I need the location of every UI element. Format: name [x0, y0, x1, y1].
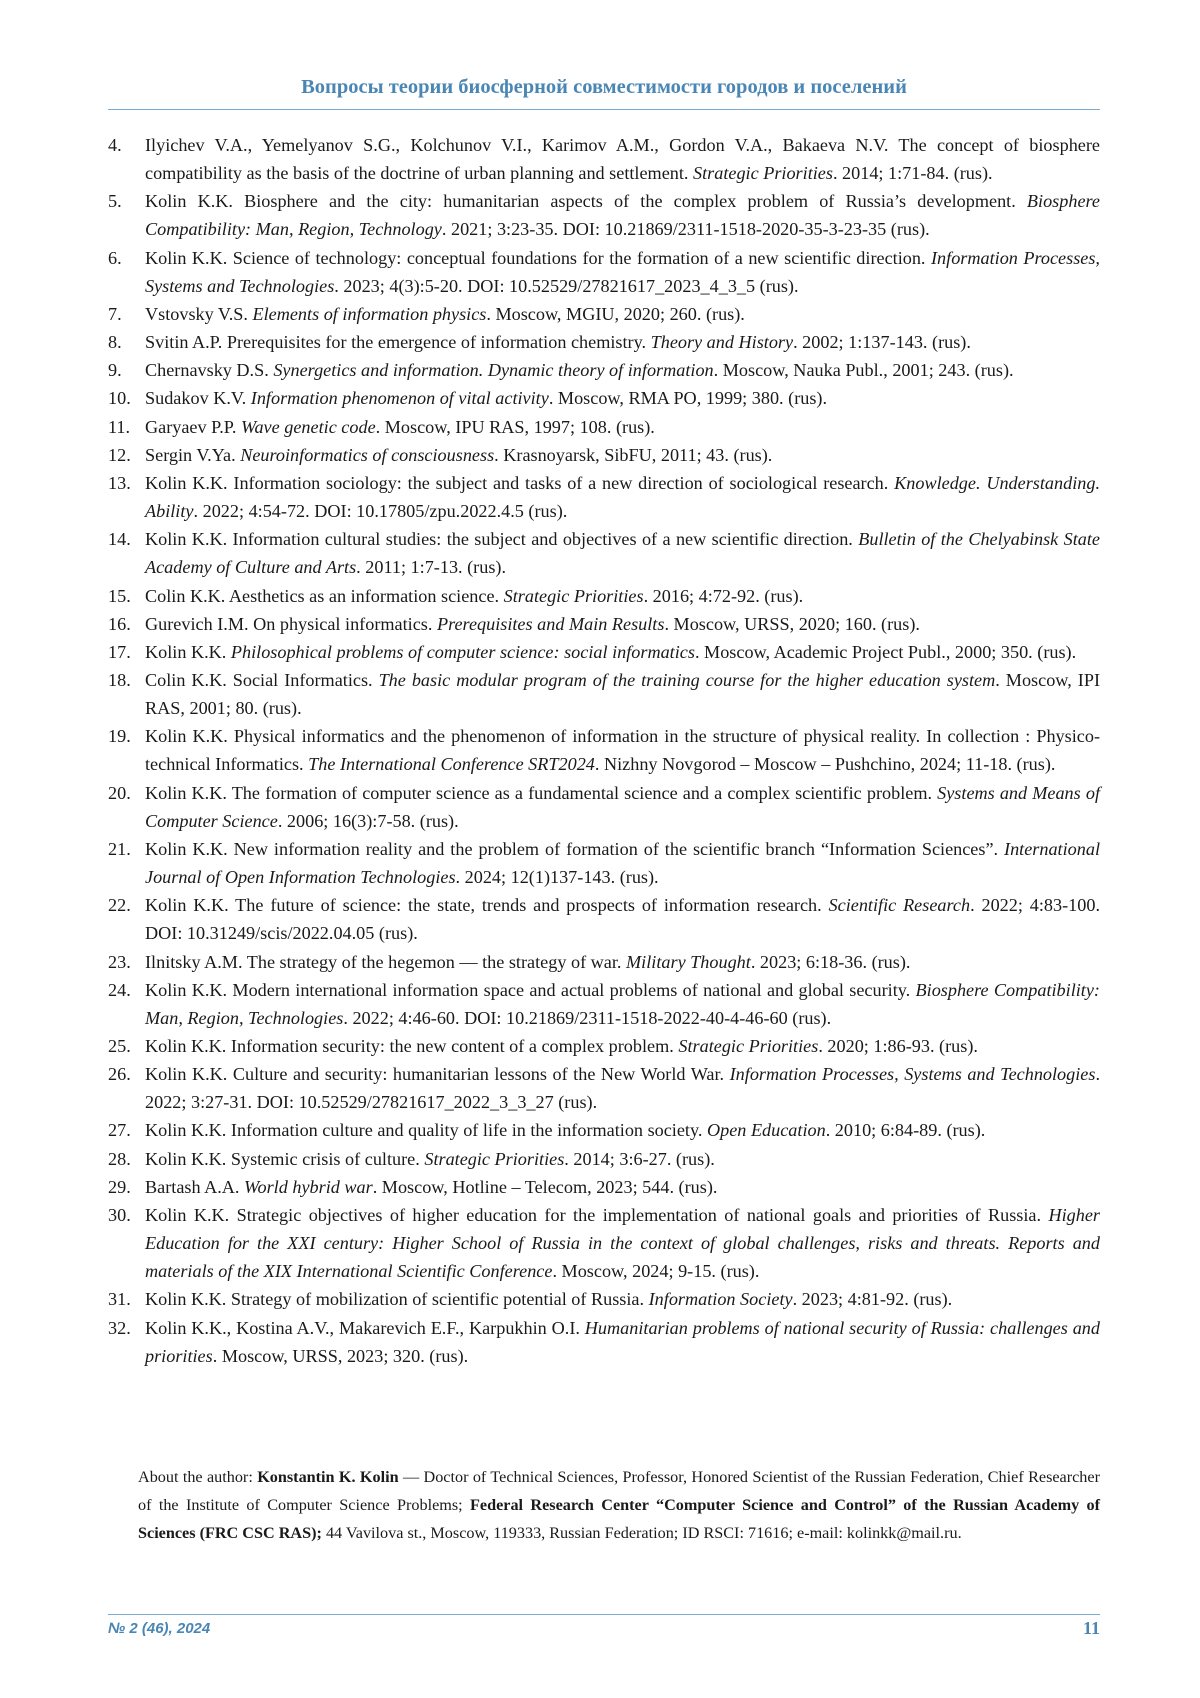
page-number: 11 [1082, 1618, 1100, 1638]
reference-segment: . 2016; 4:72-92. (rus). [643, 585, 804, 606]
reference-text [145, 670, 1100, 718]
reference-source-title: Information phenomenon of vital activity [250, 388, 549, 409]
reference-segment: . 2024; 12(1)137-143. (rus). [455, 867, 659, 888]
reference-number: 5. [108, 191, 122, 212]
reference-segment: Kolin K.K. Systemic crisis of culture. [145, 1148, 425, 1169]
reference-item [108, 891, 1100, 947]
reference-number: 29. [108, 1176, 131, 1197]
reference-segment: Kolin K.K. Information security: the new content of a complex problem. [145, 1036, 679, 1056]
reference-source-title: Open Education [707, 1120, 826, 1141]
footer-divider [108, 1614, 1100, 1615]
reference-segment: . Moscow, IPU RAS, 1997; 108. (rus). [375, 416, 655, 437]
reference-segment: . Moscow, Hotline – Telecom, 2023; 544. (rus). [372, 1176, 718, 1197]
reference-segment: . 2022; 4:46-60. DOI: 10.21869/2311-1518-2022-40-4-46-60 (rus). [343, 1007, 832, 1028]
reference-number: 32. [108, 1317, 131, 1338]
reference-segment: Kolin K.K. New information reality and the problem of formation of the scientific branch “Information Sciences”. [145, 838, 1005, 859]
reference-segment: . Moscow, IPI RAS, 2001; 80. (rus). [145, 669, 1100, 719]
reference-segment: Kolin K.K. Culture and security: humanitarian lessons of the New World War. [145, 1064, 730, 1085]
reference-item [108, 779, 1100, 835]
reference-segment: Kolin K.K. Information culture and quality of life in the information society. [145, 1120, 707, 1141]
reference-item [108, 1201, 1100, 1285]
reference-item [108, 328, 1100, 356]
reference-segment: . 2010; 6:84-89. (rus). [825, 1120, 986, 1141]
reference-item [108, 835, 1100, 891]
reference-item [108, 1285, 1100, 1313]
reference-segment: Sergin V.Ya. [145, 444, 241, 465]
reference-source-title: International Journal of Open Information Technologies [145, 838, 1100, 888]
reference-item [108, 187, 1100, 243]
reference-text [145, 304, 745, 324]
reference-segment: Kolin K.K. The future of science: the state, trends and prospects of information research. [145, 895, 829, 916]
reference-text [145, 614, 920, 634]
reference-segment: Kolin K.K., Kostina A.V., Makarevich E.F., Karpukhin O.I. [145, 1317, 585, 1338]
reference-text [145, 1064, 1100, 1112]
reference-segment: . 2023; 4(3):5-20. DOI: 10.52529/27821617_2023_4_3_5 (rus). [334, 275, 799, 296]
reference-text [145, 1149, 715, 1169]
reference-text [145, 895, 1100, 943]
reference-number: 31. [108, 1289, 131, 1310]
reference-segment: . Moscow, Nauka Publ., 2001; 243. (rus). [713, 360, 1014, 381]
reference-source-title: Biosphere Compatibility: Man, Region, Technologies [145, 979, 1100, 1028]
reference-source-title: Knowledge. Understanding. Ability [145, 472, 1100, 522]
reference-item [108, 582, 1100, 610]
reference-number: 18. [108, 669, 131, 690]
reference-segment: Kolin K.K. Information cultural studies: the subject and objectives of a new scientific direction. [145, 529, 859, 550]
reference-item [108, 131, 1100, 187]
reference-item [108, 356, 1100, 384]
reference-text [145, 332, 971, 352]
reference-source-title: Wave genetic code [240, 416, 376, 437]
reference-number: 6. [108, 247, 122, 268]
reference-segment: Kolin K.K. Science of technology: conceptual foundations for the formation of a new scientific direction. [145, 247, 931, 268]
reference-item [108, 1173, 1100, 1201]
reference-text [145, 1205, 1100, 1281]
reference-number: 9. [108, 360, 122, 381]
reference-source-title: Higher Education for the XXI century: Higher School of Russia in the context of global challenges, risks and threats. Reports and materials of the XIX International Scientific Conference [145, 1204, 1100, 1282]
reference-list [108, 131, 1100, 1370]
reference-segment: . Moscow, MGIU, 2020; 260. (rus). [486, 303, 745, 324]
reference-segment: Vstovsky V.S. [145, 303, 253, 324]
reference-text [145, 1036, 978, 1056]
reference-source-title: Neuroinformatics of consciousness [240, 444, 495, 465]
reference-segment: Kolin K.K. Strategy of mobilization of scientific potential of Russia. [145, 1289, 649, 1310]
reference-item [108, 666, 1100, 722]
reference-segment: . 2014; 3:6-27. (rus). [564, 1148, 715, 1169]
reference-source-title: Strategic Priorities [424, 1148, 565, 1169]
reference-text [145, 1177, 717, 1197]
reference-text [145, 248, 1100, 296]
reference-segment: Gurevich I.M. On physical informatics. [145, 613, 437, 634]
reference-item [108, 1060, 1100, 1116]
reference-source-title: Systems and Means of Computer Science [145, 782, 1100, 831]
reference-number: 21. [108, 838, 131, 859]
reference-text [145, 839, 1100, 887]
reference-source-title: Theory and History [650, 332, 794, 353]
reference-number: 30. [108, 1204, 131, 1225]
reference-number: 24. [108, 979, 131, 1000]
reference-text [145, 586, 803, 606]
reference-item [108, 469, 1100, 525]
reference-item [108, 1032, 1100, 1060]
reference-source-title: World hybrid war [244, 1176, 373, 1197]
reference-text [145, 980, 1100, 1028]
reference-item [108, 441, 1100, 469]
reference-item [108, 525, 1100, 581]
reference-number: 17. [108, 641, 131, 662]
reference-segment: . 2022; 4:54-72. DOI: 10.17805/zpu.2022.4.5 (rus). [193, 501, 568, 522]
reference-segment: . Moscow, RMA PO, 1999; 380. (rus). [548, 388, 828, 409]
reference-text [145, 1120, 985, 1140]
reference-segment: Kolin K.K. Information sociology: the subject and tasks of a new direction of sociological research. [145, 472, 895, 493]
reference-segment: Kolin K.K. Physical informatics and the phenomenon of information in the structure of physical reality. In collection : Physico-technical Informatics. [145, 726, 1100, 775]
reference-text [145, 135, 1100, 183]
reference-number: 8. [108, 332, 122, 353]
reference-segment: Sudakov K.V. [145, 388, 251, 409]
reference-source-title: Bulletin of the Chelyabinsk State Academy of Culture and Arts [145, 529, 1100, 578]
reference-segment: Kolin K.K. Modern international information space and actual problems of national and global security. [145, 979, 916, 1000]
reference-source-title: Elements of information physics [252, 303, 487, 324]
reference-number: 19. [108, 726, 131, 747]
reference-item [108, 244, 1100, 300]
about-segment: — Doctor of Technical Sciences, Professor, Honored Scientist of the Russian Federation, Chief Researcher of the Institute of Computer Science Problems; [138, 1468, 1100, 1515]
reference-source-title: Strategic Priorities [503, 585, 644, 606]
reference-segment: . Moscow, URSS, 2020; 160. (rus). [664, 613, 920, 634]
reference-item [108, 722, 1100, 778]
reference-segment: . 2022; 4:83-100. DOI: 10.31249/scis/2022.04.05 (rus). [145, 895, 1100, 944]
reference-source-title: The International Conference SRT2024 [308, 754, 595, 775]
reference-segment: Kolin K.K. The formation of computer science as a fundamental science and a complex scientific problem. [145, 782, 938, 803]
reference-source-title: Synergetics and information. Dynamic theory of information [273, 360, 714, 381]
reference-segment: Colin K.K. Social Informatics. [145, 669, 379, 690]
reference-source-title: Strategic Priorities [678, 1036, 819, 1056]
reference-item [108, 300, 1100, 328]
reference-number: 10. [108, 388, 131, 409]
reference-number: 14. [108, 529, 131, 550]
reference-segment: . Krasnoyarsk, SibFU, 2011; 43. (rus). [494, 444, 773, 465]
reference-segment: Ilyichev V.A., Yemelyanov S.G., Kolchunov V.I., Karimov A.M., Gordon V.A., Bakaeva N.V. The concept of biosphere compatibility as the basis of the doctrine of urban planning and settlement. [145, 135, 1100, 184]
header-divider [108, 109, 1100, 110]
reference-text [145, 417, 655, 437]
reference-segment: . 2002; 1:137-143. (rus). [793, 332, 971, 353]
reference-segment: Bartash A.A. [145, 1176, 245, 1197]
reference-segment: . 2021; 3:23-35. DOI: 10.21869/2311-1518-2020-35-3-23-35 (rus). [441, 219, 930, 240]
reference-item [108, 638, 1100, 666]
reference-source-title: Scientific Research [828, 895, 971, 916]
reference-segment: Kolin K.K. Strategic objectives of higher education for the implementation of national goals and priorities of Russia. [145, 1204, 1049, 1225]
about-segment: 44 Vavilova st., Moscow, 119333, Russian Federation; ID RSCI: 71616; e-mail: kolinkk@mail.ru. [321, 1524, 962, 1543]
reference-item [108, 1145, 1100, 1173]
reference-source-title: Information Society [648, 1289, 793, 1310]
reference-number: 20. [108, 782, 131, 803]
reference-source-title: Strategic Priorities [693, 163, 833, 184]
reference-number: 28. [108, 1148, 131, 1169]
reference-number: 16. [108, 613, 131, 634]
reference-text [145, 726, 1100, 774]
reference-segment: . Moscow, Academic Project Publ., 2000; 350. (rus). [694, 641, 1077, 662]
reference-source-title: Military Thought [626, 951, 751, 972]
reference-text [145, 445, 772, 465]
reference-item [108, 610, 1100, 638]
reference-text [145, 529, 1100, 577]
reference-segment: Chernavsky D.S. [145, 360, 274, 381]
reference-number: 23. [108, 951, 131, 972]
issue-number: № 2 (46), 2024 [108, 1620, 211, 1637]
reference-item [108, 1116, 1100, 1144]
reference-number: 15. [108, 585, 131, 606]
reference-segment: Colin K.K. Aesthetics as an information science. [145, 585, 504, 606]
reference-number: 25. [108, 1036, 131, 1056]
reference-item [108, 1314, 1100, 1370]
reference-text [145, 952, 910, 972]
reference-segment: . 2022; 3:27-31. DOI: 10.52529/27821617_2022_3_3_27 (rus). [145, 1064, 1100, 1113]
reference-number: 13. [108, 472, 131, 493]
reference-number: 11. [108, 416, 131, 437]
reference-text [145, 642, 1076, 662]
reference-segment: . 2020; 1:86-93. (rus). [818, 1036, 978, 1056]
reference-number: 26. [108, 1064, 131, 1085]
reference-source-title: The basic modular program of the training course for the higher education system [378, 669, 996, 690]
reference-number: 12. [108, 444, 131, 465]
about-emphasis: Federal Research Center “Computer Science and Control” of the Russian Academy of Sciences (FRC CSC RAS); [138, 1496, 1100, 1543]
reference-segment: . 2006; 16(3):7-58. (rus). [277, 810, 459, 831]
about-the-author [138, 1463, 1100, 1547]
reference-text [145, 388, 827, 408]
reference-item [108, 413, 1100, 441]
reference-number: 4. [108, 135, 122, 155]
reference-segment: . Nizhny Novgorod – Moscow – Pushchino, 2024; 11-18. (rus). [594, 754, 1056, 775]
reference-segment: . 2014; 1:71-84. (rus). [832, 163, 993, 184]
reference-text [145, 1289, 952, 1309]
reference-segment: . 2023; 4:81-92. (rus). [792, 1289, 953, 1310]
reference-item [108, 948, 1100, 976]
reference-text [145, 360, 1014, 380]
reference-segment: Svitin A.P. Prerequisites for the emergence of information chemistry. [145, 332, 651, 353]
about-emphasis: Konstantin K. Kolin [257, 1468, 399, 1486]
reference-text [145, 783, 1100, 831]
reference-item [108, 384, 1100, 412]
reference-segment: Kolin K.K. Biosphere and the city: humanitarian aspects of the complex problem of Russia’s development. [145, 191, 1027, 212]
reference-source-title: Humanitarian problems of national security of Russia: challenges and priorities [145, 1317, 1100, 1366]
reference-segment: Ilnitsky A.M. The strategy of the hegemon — the strategy of war. [145, 951, 627, 972]
reference-source-title: Information Processes, Systems and Technologies [145, 247, 1100, 296]
reference-segment: . Moscow, URSS, 2023; 320. (rus). [212, 1345, 469, 1366]
reference-text [145, 1318, 1100, 1366]
reference-item [108, 976, 1100, 1032]
reference-segment: Kolin K.K. [145, 641, 231, 662]
journal-running-title: Вопросы теории биосферной совместимости городов и поселений [301, 76, 907, 98]
reference-text [145, 473, 1100, 521]
reference-text [145, 191, 1100, 239]
reference-source-title: Biosphere Compatibility: Man, Region, Technology [145, 191, 1100, 240]
reference-number: 27. [108, 1120, 131, 1141]
reference-segment: Garyaev P.P. [145, 416, 241, 437]
reference-number: 22. [108, 895, 131, 916]
reference-segment: . Moscow, 2024; 9-15. (rus). [552, 1261, 760, 1282]
reference-source-title: Prerequisites and Main Results [436, 613, 665, 634]
reference-source-title: Information Processes, Systems and Technologies [729, 1064, 1096, 1085]
reference-number: 7. [108, 303, 122, 324]
reference-segment: . 2011; 1:7-13. (rus). [356, 557, 507, 578]
about-segment: About the author: [138, 1468, 258, 1486]
reference-source-title: Philosophical problems of computer science: social informatics [230, 641, 695, 662]
reference-segment: . 2023; 6:18-36. (rus). [750, 951, 911, 972]
